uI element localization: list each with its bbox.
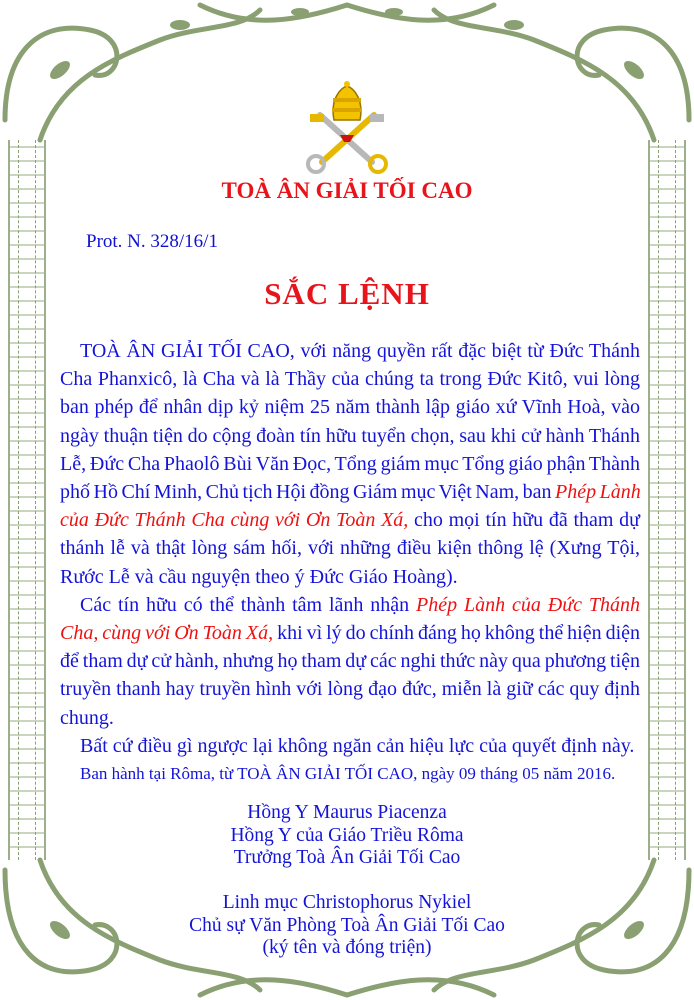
signatory-title: Chủ sự Văn Phòng Toà Ân Giải Tối Cao <box>189 914 505 936</box>
text-line <box>60 506 640 534</box>
papal-keys-tiara-emblem-icon <box>300 80 394 175</box>
text-segment: Các tín hữu có thể thành tâm lãnh nhận <box>80 593 417 616</box>
decree-title: SẮC LỆNH <box>264 276 430 311</box>
court-name-heading: TOÀ ÂN GIẢI TỐI CAO <box>221 178 473 203</box>
highlighted-text: của Đức Thánh Cha cùng với Ơn Toàn Xá, <box>60 509 409 532</box>
text-line <box>60 619 640 647</box>
text-line <box>60 591 640 619</box>
text-line: Rước Lễ và cầu nguyện theo ý Đức Giáo Hoàng). <box>60 565 458 588</box>
text-segment: cho mọi tín hữu đã tham dự <box>408 509 641 532</box>
text-line: ban phép để nhân dịp kỷ niệm 25 năm thành lập giáo xứ Vĩnh Hoà, vào <box>60 396 640 419</box>
highlighted-text: Phép Lành <box>555 481 641 504</box>
text-segment: phố Hồ Chí Minh, Chủ tịch Hội đồng Giám mục Việt Nam, ban <box>60 481 556 504</box>
paragraph-1 <box>60 337 640 591</box>
highlighted-text: Cha, cùng với Ơn Toàn Xá, <box>60 622 274 645</box>
text-line: Lễ, Đức Cha Phaolô Bùi Văn Đọc, Tổng giám mục Tổng giáo phận Thành <box>60 452 640 475</box>
left-border-band <box>8 140 46 860</box>
paragraph-3: Bất cứ điều gì ngược lại không ngăn cản hiệu lực của quyết định này. <box>80 734 635 757</box>
signatory-cardinal <box>0 802 694 870</box>
signatory-title: Hồng Y của Giáo Triều Rôma <box>230 824 464 846</box>
text-line: ngày thuận tiện do cộng đoàn tín hữu tuyển chọn, sau khi cử hành Thánh <box>60 424 640 447</box>
decree-body <box>60 337 640 788</box>
highlighted-text: Phép Lành của Đức Thánh <box>416 593 641 616</box>
signature-note: (ký tên và đóng triện) <box>262 937 432 958</box>
signatory-name: Linh mục Christophorus Nykiel <box>222 892 472 913</box>
signatory-regent <box>0 892 694 960</box>
text-line <box>60 478 640 506</box>
right-border-band <box>648 140 686 860</box>
text-segment: khi vì lý do chính đáng họ không thể hiện diện <box>273 622 641 645</box>
text-line: chung. <box>60 706 114 729</box>
text-line: thánh lễ và thật lòng sám hối, với những điều kiện thông lệ (Xưng Tội, <box>60 537 640 560</box>
text-line: TOÀ ÂN GIẢI TỐI CAO, với năng quyền rất đặc biệt từ Đức Thánh <box>80 340 640 362</box>
text-line: Cha Phanxicô, là Cha và là Thầy của chúng ta trong Đức Kitô, vui lòng <box>60 368 640 391</box>
issued-date-line: Ban hành tại Rôma, từ TOÀ ÂN GIẢI TỐI CAO, ngày 09 tháng 05 năm 2016. <box>80 764 616 784</box>
paragraph-2 <box>60 591 640 732</box>
protocol-number: Prot. N. 328/16/1 <box>86 231 218 252</box>
signatory-title: Trưởng Toà Ân Giải Tối Cao <box>233 847 461 868</box>
text-line: truyền thanh hay truyền hình với lòng đạo đức, miễn là giữ các quy định <box>60 678 640 701</box>
text-line: để tham dự cử hành, nhưng họ tham dự các nghi thức này qua phương tiện <box>60 650 640 673</box>
signatory-name: Hồng Y Maurus Piacenza <box>247 802 447 823</box>
